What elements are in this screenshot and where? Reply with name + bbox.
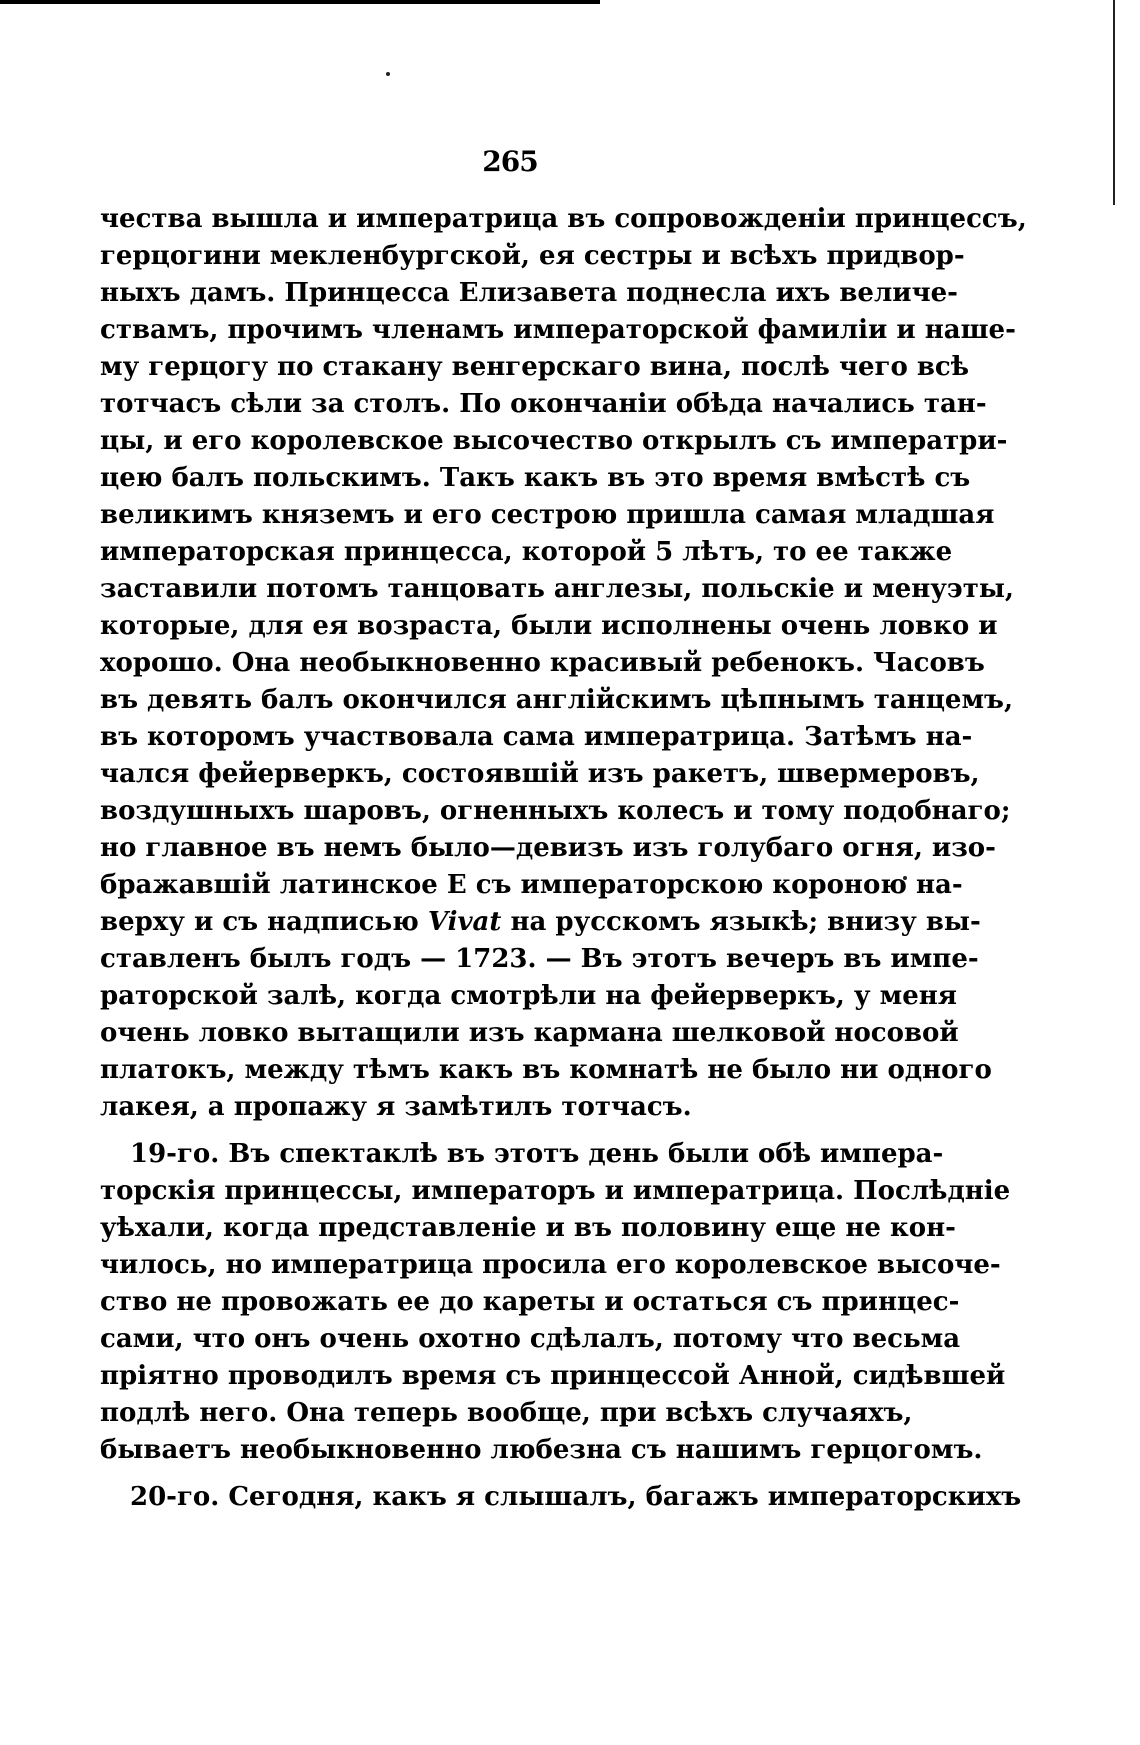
text-line: воздушныхъ шаровъ, огненныхъ колесъ и тому подобнаго; xyxy=(100,796,1011,826)
text-line: заставили потомъ танцовать англезы, польскіе и менуэты, xyxy=(100,574,1014,604)
text-line: чилось, но императрица просила его королевское высоче- xyxy=(100,1250,1001,1280)
text-line: тотчасъ сѣли за столъ. По окончаніи обѣда начались тан- xyxy=(100,389,987,419)
text-fragment: верху и съ надписью xyxy=(100,907,428,937)
page-body xyxy=(100,201,1027,1516)
text-line: уѣхали, когда представленіе и въ половину еще не кон- xyxy=(100,1213,956,1243)
text-line: пріятно проводилъ время съ принцессой Анной, сидѣвшей xyxy=(100,1361,1006,1391)
text-line: 20-го. Сегодня, какъ я слышалъ, багажъ императорскихъ xyxy=(130,1482,1022,1512)
top-border-rule xyxy=(0,0,600,4)
text-line: въ девять балъ окончился англійскимъ цѣпнымъ танцемъ, xyxy=(100,685,1014,715)
text-line: бражавшій латинское Е съ императорскою короною на- xyxy=(100,870,963,900)
text-line: ныхъ дамъ. Принцесса Елизавета поднесла ихъ величе- xyxy=(100,278,958,308)
text-line: хорошо. Она необыкновенно красивый ребенокъ. Часовъ xyxy=(100,648,985,678)
text-line: платокъ, между тѣмъ какъ въ комнатѣ не было ни одного xyxy=(100,1055,992,1085)
text-line: подлѣ него. Она теперь вообще, при всѣхъ случаяхъ, xyxy=(100,1398,913,1428)
text-line: герцогини мекленбургской, ея сестры и всѣхъ придвор- xyxy=(100,241,965,271)
text-line: ставленъ былъ годъ — 1723. — Въ этотъ вечеръ въ импе- xyxy=(100,944,979,974)
text-line: 19-го. Въ спектаклѣ въ этотъ день были обѣ импера- xyxy=(130,1139,944,1169)
text-line-with-latin xyxy=(100,904,981,941)
text-line: цею балъ польскимъ. Такъ какъ въ это время вмѣстѣ съ xyxy=(100,463,971,493)
text-line: великимъ княземъ и его сестрою пришла самая младшая xyxy=(100,500,995,530)
text-line: раторской залѣ, когда смотрѣли на фейерверкъ, у меня xyxy=(100,981,957,1011)
text-line: му герцогу по стакану венгерскаго вина, послѣ чего всѣ xyxy=(100,352,970,382)
text-line: чался фейерверкъ, состоявшій изъ ракетъ, швермеровъ, xyxy=(100,759,980,789)
text-line: ство не провожать ее до кареты и остаться съ принцес- xyxy=(100,1287,960,1317)
paragraph-gap xyxy=(100,1469,905,1479)
page-edge-line xyxy=(1113,0,1115,205)
text-line: ствамъ, прочимъ членамъ императорской фамиліи и нашe- xyxy=(100,315,1016,345)
text-line: торскія принцессы, императоръ и императрица. Послѣдніе xyxy=(100,1176,1011,1206)
text-line: бываетъ необыкновенно любезна съ нашимъ герцогомъ. xyxy=(100,1435,983,1465)
text-line: чества вышла и императрица въ сопровожденіи принцессъ, xyxy=(100,204,1027,234)
text-line: цы, и его королевское высочество открылъ съ императри- xyxy=(100,426,1008,456)
text-line: но главное въ немъ было—девизъ изъ голубаго огня, изо- xyxy=(100,833,996,863)
page-number: 265 xyxy=(482,145,538,178)
text-line: сами, что онъ очень охотно сдѣлалъ, потому что весьма xyxy=(100,1324,961,1354)
text-fragment: на русскомъ языкѣ; внизу вы- xyxy=(501,907,981,937)
text-line: очень ловко вытащили изъ кармана шелковой носовой xyxy=(100,1018,959,1048)
paragraph-gap xyxy=(100,1126,905,1136)
text-line: въ которомъ участвовала сама императрица. Затѣмъ на- xyxy=(100,722,973,752)
text-line: лакея, а пропажу я замѣтилъ тотчасъ. xyxy=(100,1092,692,1122)
text-line: императорская принцесса, которой 5 лѣтъ, то ее также xyxy=(100,537,953,567)
scan-speck xyxy=(386,72,390,76)
text-line: которые, для ея возраста, были исполнены очень ловко и xyxy=(100,611,998,641)
latin-word: Vivat xyxy=(427,907,502,937)
